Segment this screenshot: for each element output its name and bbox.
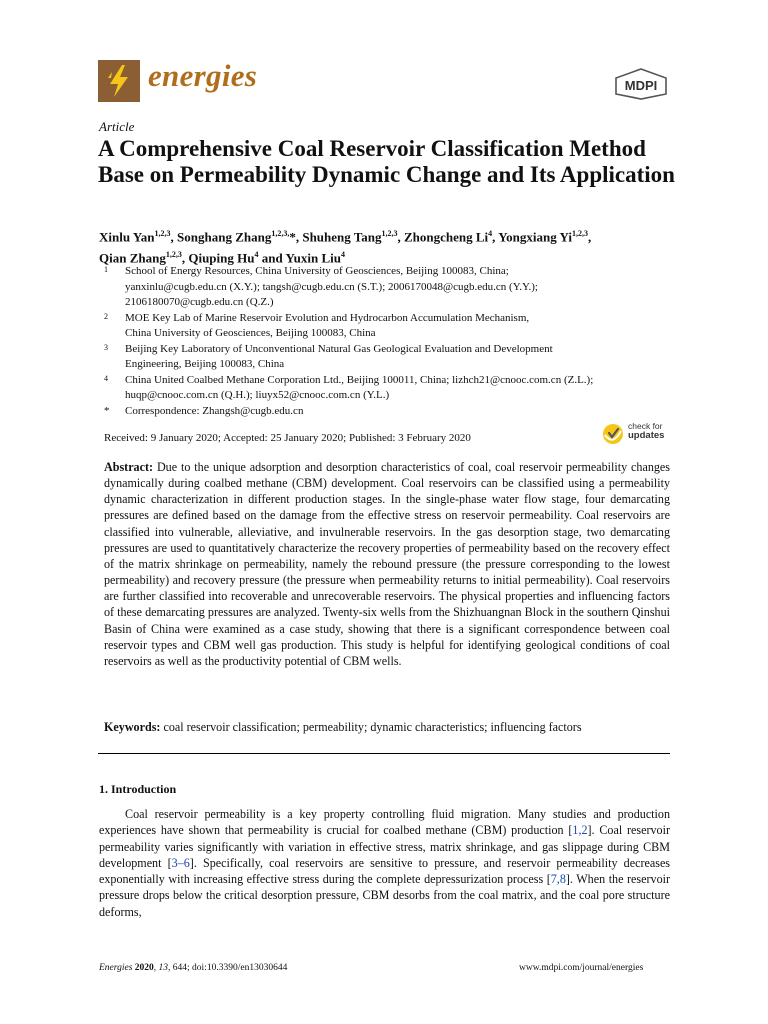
paragraph-text: ]. When the reservoir pressure drops below the critical desorption pressure, CBM desorbs from the coal matrix, and the coal pore structure deforms, — [99, 872, 670, 919]
affiliation-line: MOE Key Lab of Marine Reservoir Evolution and Hydrocarbon Accumulation Mechanism, — [125, 311, 530, 324]
abstract-label: Abstract: — [104, 460, 154, 474]
publisher-logo[interactable] — [614, 68, 668, 100]
article-type: Article — [99, 119, 135, 134]
affiliation-line: Engineering, Beijing 100083, China — [125, 358, 285, 370]
article-title: A Comprehensive Coal Reservoir Classification Method Base on Permeability Dynamic Change and Its Application — [98, 136, 675, 187]
affiliation-line: School of Energy Resources, China University of Geosciences, Beijing 100083, China; — [125, 265, 509, 277]
abstract-text: Due to the unique adsorption and desorption characteristics of coal, coal reservoir permeability changes dynamically during coalbed methane (CBM) development. Coal reservoirs can be classified using a permeability dynamic characterization in different production stages. In the single-phase water flow stage, four demarcating pressures are defined based on the damage from the effective stress on reservoir permeability. Coal reservoirs are classified into vulnerable, alleviative, and invulnerable reservoirs. In the gas desorption stage, two demarcating pressures are used to quantitatively characterize the recovery properties of permeability based on the recovery effect of the matrix shrinkage on permeability, namely the rebound pressure (the pressure corresponding to the lowest permeability) and recovery pressure (the pressure when permeability returns to initial permeability). Coal reservoirs are further classified into recoverable and unrecoverable reservoirs. The physical properties and influencing factors of these demarcating pressures are analyzed. Twenty-six wells from the Shizhuangnan Block in the southern Qinshui Basin of China were examined as a case study, showing that there is a significant correspondence between coal reservoir types and CBM well gas production. This study is helpful for identifying geological conditions of coal reservoirs as well as the productivity potential of CBM wells. — [104, 460, 670, 668]
author-separator: , — [170, 229, 178, 245]
journal-logo — [98, 60, 140, 102]
lightning-bolt-icon — [98, 60, 140, 102]
section-divider — [98, 753, 670, 754]
author-name[interactable]: Yongxiang Yi — [498, 229, 573, 245]
affiliation-line: Beijing Key Laboratory of Unconventional Natural Gas Geological Evaluation and Development — [125, 342, 553, 355]
author-separator: , — [492, 229, 499, 245]
correspondence-text: Correspondence: Zhangsh@cugb.edu.cn — [125, 404, 304, 417]
author-affiliation-sup: 1,2,3 — [165, 250, 182, 260]
check-for-updates-button[interactable] — [601, 421, 671, 447]
check-updates-line1: check for — [628, 421, 663, 431]
publication-dates: Received: 9 January 2020; Accepted: 25 January 2020; Published: 3 February 2020 — [104, 432, 471, 444]
section-heading-introduction: 1. Introduction — [99, 782, 177, 796]
author-affiliation-sup: 1,2,3 — [572, 229, 589, 238]
author-list — [99, 225, 679, 268]
affiliation-line: huqp@cnooc.com.cn (Q.H.); liuyx52@cnooc.com.cn (Y.L.) — [125, 389, 390, 401]
introduction-paragraph — [99, 806, 670, 920]
journal-name[interactable]: energies — [148, 58, 258, 93]
author-affiliation-sup: 1,2,3, — [271, 229, 290, 238]
affiliation-line: China United Coalbed Methane Corporation Ltd., Beijing 100011, China; lizhch21@cnooc.com.cn (Z.L.); — [125, 373, 594, 386]
paragraph-text: ]. Specifically, coal reservoirs are sensitive to pressure, and reservoir permeability decreases exponentially with increasing effective stress during the complete depressurization process [ — [99, 855, 671, 887]
author-name[interactable]: Shuheng Tang — [302, 229, 382, 245]
affiliation-number: 1 — [104, 265, 108, 274]
correspondence-marker: * — [104, 404, 110, 417]
author-affiliation-sup: 4 — [254, 250, 259, 260]
paragraph-text: ]. Coal reservoir permeability varies significantly with variation in effective stress, matrix shrinkage, and gas slippage during CBM development [ — [99, 823, 670, 870]
author-separator: , — [397, 229, 404, 245]
author-name[interactable]: Songhang Zhang — [177, 229, 272, 245]
author-separator: , — [588, 229, 592, 245]
author-name[interactable]: Yuxin Liu — [285, 250, 341, 266]
affiliation-line: yanxinlu@cugb.edu.cn (X.Y.); tangsh@cugb.edu.cn (S.T.); 2006170048@cugb.edu.cn (Y.Y.); — [125, 280, 538, 293]
keywords-text: coal reservoir classification; permeability; dynamic characteristics; influencing factors — [163, 720, 582, 734]
affiliation-number: 4 — [104, 373, 108, 383]
author-name[interactable]: Qiuping Hu — [188, 250, 255, 266]
paragraph-text: Coal reservoir permeability is a key property controlling fluid migration. Many studies and production experiences have shown that permeability is crucial for coalbed methane (CBM) production [ — [99, 807, 670, 838]
author-name[interactable]: Xinlu Yan — [99, 229, 155, 245]
author-separator: and — [258, 250, 286, 266]
footer-volume: 13 — [158, 963, 169, 973]
author-affiliation-sup: 4 — [488, 229, 493, 238]
affiliation-item — [104, 373, 684, 404]
author-name[interactable]: Qian Zhang — [99, 250, 166, 266]
author-name[interactable]: Zhongcheng Li — [404, 229, 489, 245]
abstract — [104, 459, 670, 669]
mdpi-logo-icon — [614, 68, 668, 100]
publisher-name: MDPI — [624, 78, 658, 93]
footer-year: 2020 — [134, 963, 154, 973]
author-affiliation-sup: 4 — [340, 250, 345, 260]
author-separator: , — [295, 229, 303, 245]
journal-url-link[interactable]: www.mdpi.com/journal/energies — [519, 963, 644, 973]
affiliations — [104, 264, 684, 419]
citation-link[interactable]: 1,2 — [572, 823, 588, 838]
citation-link[interactable]: 3–6 — [171, 855, 190, 870]
citation-link[interactable]: 7,8 — [550, 872, 566, 887]
author-separator: , — [181, 250, 189, 266]
affiliation-item — [104, 264, 684, 311]
check-updates-line2: updates — [628, 430, 665, 441]
check-updates-icon — [601, 422, 625, 446]
affiliation-number: 3 — [104, 342, 108, 352]
affiliation-line: 2106180070@cugb.edu.cn (Q.Z.) — [125, 296, 274, 308]
affiliation-item — [104, 342, 684, 373]
affiliation-line: China University of Geosciences, Beijing 100083, China — [125, 327, 376, 339]
footer-doi: , 644; doi:10.3390/en13030644 — [168, 963, 288, 973]
affiliation-number: 2 — [104, 311, 108, 321]
author-affiliation-sup: 1,2,3 — [381, 229, 398, 238]
footer-journal: Energies — [99, 963, 133, 973]
citation-footer: Energies 2020, 13, 644; doi:10.3390/en13030644 — [99, 963, 288, 973]
author-affiliation-sup: 1,2,3 — [154, 229, 171, 238]
correspondence — [104, 404, 684, 420]
corresponding-author-star: * — [289, 229, 296, 245]
affiliation-item — [104, 311, 684, 342]
keywords — [104, 720, 670, 735]
keywords-label: Keywords: — [104, 720, 161, 734]
